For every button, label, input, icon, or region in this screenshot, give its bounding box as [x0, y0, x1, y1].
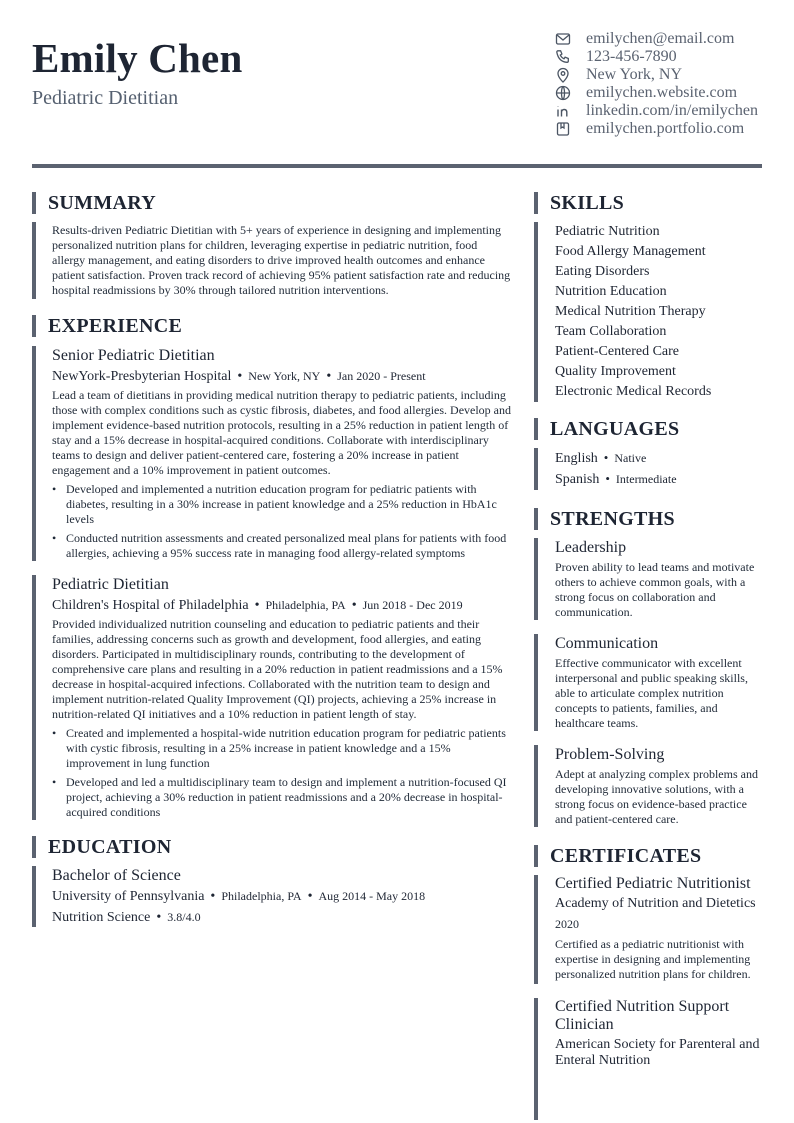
job-title: Pediatric Dietitian — [52, 576, 169, 593]
portfolio-text[interactable]: emilychen.portfolio.com — [586, 120, 745, 137]
languages-heading: LANGUAGES — [534, 418, 762, 440]
strength-item — [534, 745, 762, 827]
skills-list — [534, 222, 762, 402]
certificate-title: Certified Pediatric Nutritionist — [555, 875, 751, 892]
field-of-study: Nutrition Science — [52, 910, 151, 925]
contact-portfolio[interactable] — [556, 120, 762, 138]
job-bullet: • Developed and led a multidisciplinary team to design and implement a nutrition-focused QI project, achieving a 30% reduction in patient readmissions and a 20% decrease in hospital-acquired conditions — [52, 775, 512, 820]
candidate-title: Pediatric Dietitian — [32, 87, 179, 109]
experience-item — [32, 346, 512, 561]
certificate-issuer: American Society for Parenteral and Enteral Nutrition — [555, 1037, 760, 1068]
candidate-name: Emily Chen — [32, 35, 243, 81]
language-name: English — [555, 451, 598, 466]
certificates-heading: CERTIFICATES — [534, 845, 762, 867]
certificate-title: Certified Nutrition Support Clinician — [555, 998, 730, 1033]
gpa: 3.8/4.0 — [167, 910, 201, 924]
left-column — [32, 192, 512, 927]
certificate-item — [534, 998, 762, 1120]
header-divider — [32, 164, 762, 168]
job-description: Provided individualized nutrition counseling and education to pediatric patients and their families, addressing concerns such as growth and development, food allergies, and eating disorders. Participated in multidisciplinary rounds, contributing to the development of comprehensive care plans and resulting in a 20% reduction in patient readmissions and a 15% decrease in hospital-acquired infections. Collaborated with the nutrition team to design and implement nutrition-related Quality Improvement (QI) projects, achieving a 25% increase in nutrition-related QI initiatives and a 10% reduction in patient length of stay. — [52, 617, 503, 721]
phone-text[interactable]: 123-456-7890 — [586, 48, 677, 65]
portfolio-icon — [554, 121, 572, 137]
language-level: Intermediate — [615, 472, 677, 486]
skill-item: Pediatric Nutrition — [555, 224, 660, 239]
language-item: English • Native — [555, 450, 647, 466]
education-meta: University of Pennsylvania • Philadelphia, PA • Aug 2014 - May 2018 — [52, 889, 426, 904]
school: University of Pennsylvania — [52, 889, 205, 904]
website-text[interactable]: emilychen.website.com — [586, 84, 738, 101]
education-item — [32, 866, 512, 927]
email-text[interactable]: emilychen@email.com — [586, 30, 735, 47]
degree: Bachelor of Science — [52, 867, 181, 884]
strengths-heading: STRENGTHS — [534, 508, 762, 530]
skill-item: Medical Nutrition Therapy — [555, 304, 706, 319]
job-location: New York, NY — [248, 369, 321, 383]
summary-text: Results-driven Pediatric Dietitian with 5+ years of experience in designing and implementing personalized nutrition plans for children, leveraging expertise in pediatric nutrition, food allergy management, and eating disorders to drive improved health outcomes and enhance patient satisfaction. Proven track record of achieving 95% patient satisfaction rate and reducing hospital readmissions by 30% through tailored nutrition interventions. — [52, 223, 511, 297]
job-bullet: • Conducted nutrition assessments and created personalized meal plans for patients with food allergies, achieving a 95% success rate in managing food allergy-related symptoms — [52, 531, 512, 561]
summary-block — [32, 222, 512, 299]
resume-header — [32, 30, 762, 150]
strength-description: Adept at analyzing complex problems and developing innovative solutions, with a strong focus on evidence-based practice and patient-centered care. — [555, 767, 758, 826]
strength-description: Effective communicator with excellent interpersonal and public speaking skills, able to articulate complex nutrition concepts to patients, families, and healthcare teams. — [555, 656, 748, 730]
contact-website[interactable] — [556, 84, 762, 102]
education-field-meta: Nutrition Science • 3.8/4.0 — [52, 910, 201, 925]
skills-heading: SKILLS — [534, 192, 762, 214]
skill-item: Quality Improvement — [555, 364, 676, 379]
strength-item — [534, 634, 762, 731]
experience-heading: EXPERIENCE — [32, 315, 512, 337]
experience-item — [32, 575, 512, 820]
job-meta: NewYork-Presbyterian Hospital • New York, NY • Jan 2020 - Present — [52, 369, 426, 384]
language-level: Native — [614, 451, 647, 465]
language-item: Spanish • Intermediate — [555, 471, 677, 487]
language-name: Spanish — [555, 472, 600, 487]
skill-item: Nutrition Education — [555, 284, 667, 299]
right-column — [534, 192, 762, 1120]
contact-location — [556, 66, 762, 84]
job-organization: Children's Hospital of Philadelphia — [52, 598, 249, 613]
education-dates: Aug 2014 - May 2018 — [318, 889, 426, 903]
certificate-issuer: Academy of Nutrition and Dietetics — [555, 896, 756, 911]
certificate-item — [534, 875, 762, 984]
contact-phone[interactable] — [556, 48, 762, 66]
job-bullets — [52, 482, 512, 561]
certificate-description: Certified as a pediatric nutritionist with expertise in designing and implementing personalized nutrition plans for children. — [555, 937, 751, 981]
job-location: Philadelphia, PA — [265, 598, 346, 612]
contact-email[interactable] — [556, 30, 762, 48]
school-location: Philadelphia, PA — [221, 889, 302, 903]
strength-title: Problem-Solving — [555, 746, 665, 763]
job-bullet: • Developed and implemented a nutrition education program for pediatric patients with diabetes, resulting in a 30% increase in patient knowledge and a 25% reduction in HbA1c levels — [52, 482, 512, 527]
job-meta: Children's Hospital of Philadelphia • Philadelphia, PA • Jun 2018 - Dec 2019 — [52, 598, 463, 613]
location-icon — [554, 67, 572, 83]
strength-item — [534, 538, 762, 620]
languages-list — [534, 448, 762, 490]
contact-linkedin[interactable] — [556, 102, 762, 120]
strength-title: Leadership — [555, 539, 627, 556]
globe-icon — [554, 85, 572, 101]
job-title: Senior Pediatric Dietitian — [52, 347, 215, 364]
skill-item: Eating Disorders — [555, 264, 650, 279]
contact-list — [556, 30, 762, 138]
job-dates: Jun 2018 - Dec 2019 — [362, 598, 463, 612]
skill-item: Patient-Centered Care — [555, 344, 680, 359]
education-heading: EDUCATION — [32, 836, 512, 858]
linkedin-text[interactable]: linkedin.com/in/emilychen — [586, 102, 758, 119]
job-bullet: • Created and implemented a hospital-wide nutrition education program for pediatric patients with cystic fibrosis, resulting in a 25% increase in patient knowledge and a 15% improvement in lung function — [52, 726, 512, 771]
email-icon — [554, 31, 572, 47]
phone-icon — [554, 49, 572, 65]
job-dates: Jan 2020 - Present — [337, 369, 426, 383]
summary-heading: SUMMARY — [32, 192, 512, 214]
skill-item: Team Collaboration — [555, 324, 667, 339]
location-text: New York, NY — [586, 66, 683, 83]
skill-item: Food Allergy Management — [555, 244, 706, 259]
linkedin-icon — [554, 103, 572, 119]
certificate-year: 2020 — [555, 917, 579, 931]
job-description: Lead a team of dietitians in providing medical nutrition therapy to pediatric patients, including those with complex conditions such as cystic fibrosis, diabetes, and food allergies. Develop and implement evidence-based nutrition protocols, resulting in a 25% reduction in patient length of stay and a 15% decrease in hospital-acquired conditions. Collaborate with interdisciplinary teams to design and deliver patient-centered care, fostering a 20% increase in patient engagement and a 10% improvement in patient outcomes. — [52, 388, 512, 477]
strength-description: Proven ability to lead teams and motivate others to achieve common goals, with a strong focus on collaboration and communication. — [555, 560, 755, 619]
job-bullets — [52, 726, 512, 820]
strength-title: Communication — [555, 635, 659, 652]
skill-item: Electronic Medical Records — [555, 384, 712, 399]
job-organization: NewYork-Presbyterian Hospital — [52, 369, 232, 384]
